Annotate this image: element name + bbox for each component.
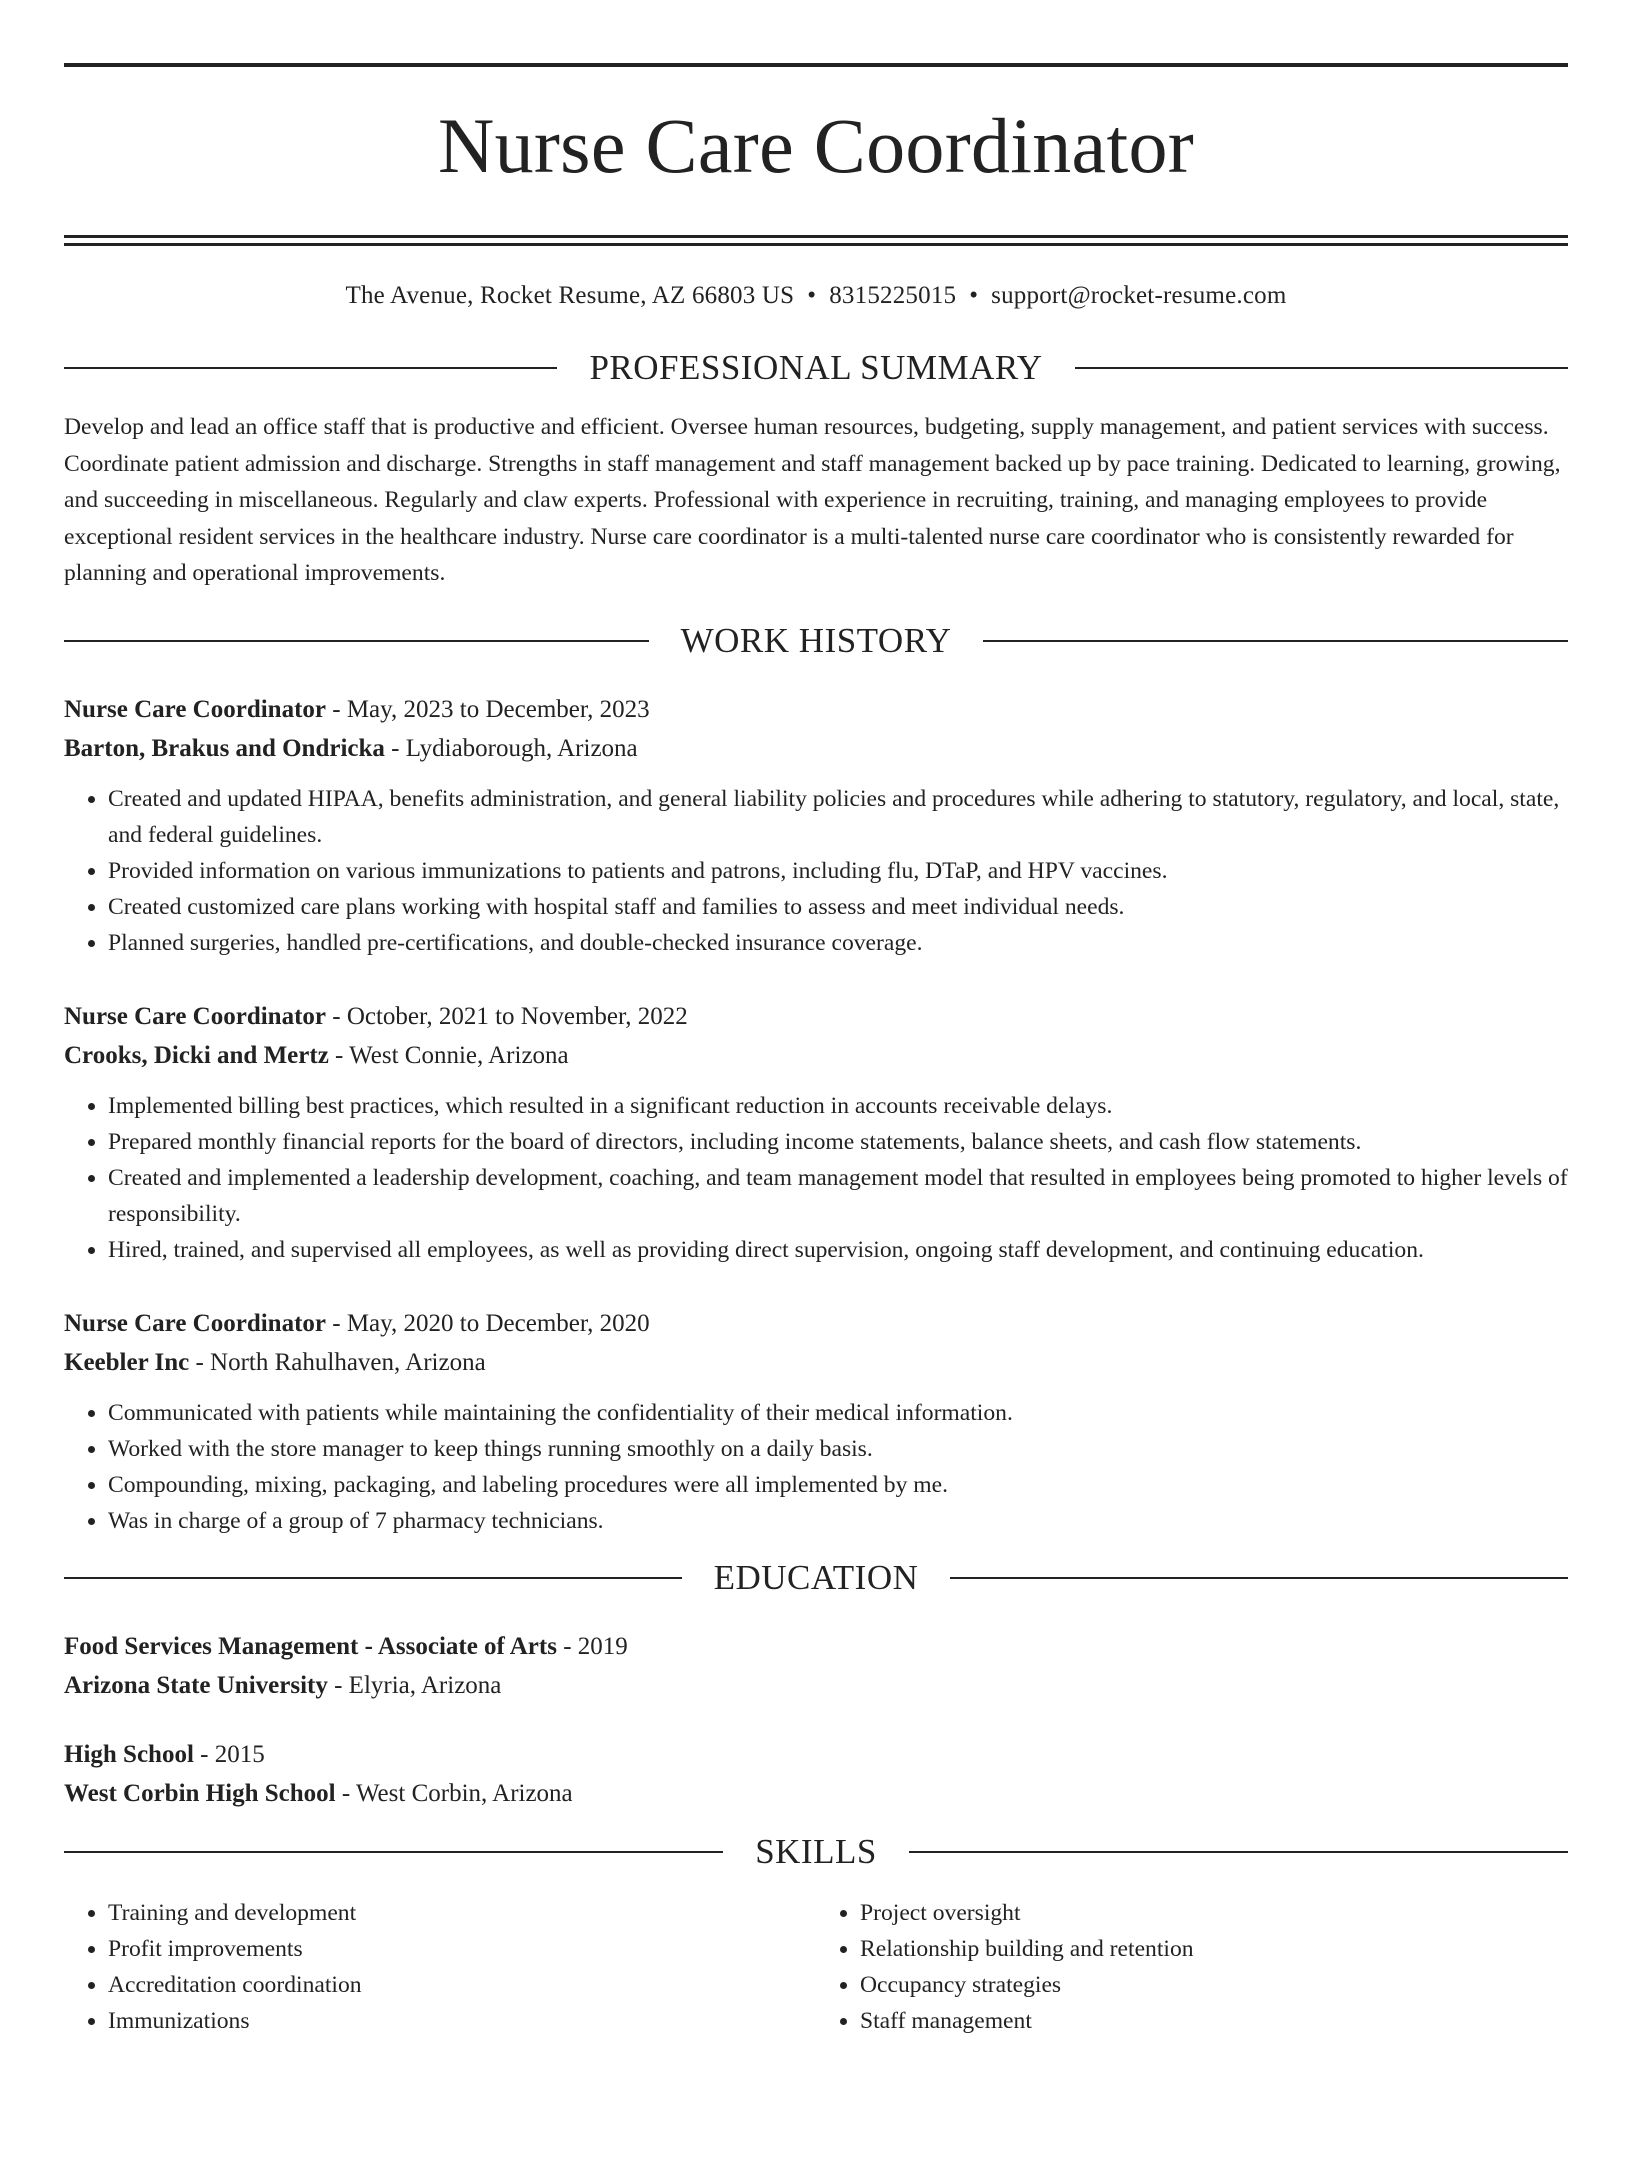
job-entry (64, 690, 1568, 961)
divider-line (950, 1577, 1568, 1579)
job-duty: • Created and implemented a leadership development, coaching, and team management model that resulted in employees being promoted to higher levels of responsibility. (108, 1160, 1568, 1232)
job-duty: • Was in charge of a group of 7 pharmacy technicians. (108, 1503, 1568, 1539)
education-year: - 2015 (193, 1740, 265, 1768)
job-company-line (64, 1343, 1568, 1382)
job-title-line (64, 1304, 1568, 1343)
skill-item: • Project oversight (860, 1895, 1568, 1931)
divider-line (64, 1577, 682, 1579)
job-title-line (64, 690, 1568, 729)
job-duty: • Created and updated HIPAA, benefits administration, and general liability policies and procedures while adhering to statutory, regulatory, and local, state, and federal guidelines. (108, 781, 1568, 853)
education-degree-line (64, 1627, 1568, 1666)
job-company: Keebler Inc (64, 1348, 190, 1376)
section-heading-skills (64, 1831, 1568, 1873)
skill-item: • Staff management (860, 2003, 1568, 2039)
skills-column-right (816, 1895, 1568, 2039)
job-entry (64, 997, 1568, 1268)
job-title: Nurse Care Coordinator (64, 695, 326, 723)
skill-item: • Occupancy strategies (860, 1967, 1568, 2003)
skills-column-left (64, 1895, 816, 2039)
skill-item: • Profit improvements (108, 1931, 816, 1967)
job-title: Nurse Care Coordinator (64, 1309, 326, 1337)
section-title: EDUCATION (713, 1557, 919, 1597)
contact-separator: • (969, 282, 979, 309)
skills-list (64, 1895, 816, 2039)
job-location: - North Rahulhaven, Arizona (189, 1348, 486, 1376)
skill-item: • Accreditation coordination (108, 1967, 816, 2003)
job-dates: - October, 2021 to November, 2022 (326, 1002, 688, 1030)
contact-line (64, 279, 1568, 313)
education-school: Arizona State University (64, 1671, 328, 1699)
job-duty: • Created customized care plans working with hospital staff and families to assess and meet individual needs. (108, 889, 1568, 925)
job-entry (64, 1304, 1568, 1539)
contact-email: support@rocket-resume.com (991, 282, 1287, 309)
education-location: - Elyria, Arizona (327, 1671, 502, 1699)
education-entry (64, 1735, 1568, 1813)
divider-line (983, 640, 1568, 642)
divider-line (64, 367, 557, 369)
job-title: Nurse Care Coordinator (64, 1002, 326, 1030)
summary-paragraph: Develop and lead an office staff that is productive and efficient. Oversee human resources, budgeting, supply management, and patient services with success. Coordinate patient admission and discharge. Strengths in staff management and staff management backed up by pace training. Dedicated to learning, growing, and succeeding in miscellaneous. Regularly and claw experts. Professional with experience in recruiting, training, and managing employees to provide exceptional resident services in the healthcare industry. Nurse care coordinator is a multi-talented nurse care coordinator who is consistently rewarded for planning and operational improvements. (64, 414, 1561, 586)
job-location: - West Connie, Arizona (328, 1041, 569, 1069)
job-company-line (64, 729, 1568, 768)
skill-item: • Immunizations (108, 2003, 816, 2039)
job-title-line (64, 997, 1568, 1036)
job-dates: - May, 2023 to December, 2023 (326, 695, 650, 723)
education-school-line (64, 1774, 1568, 1813)
education-degree: High School (64, 1740, 194, 1768)
section-heading-summary (64, 347, 1568, 389)
job-company: Barton, Brakus and Ondricka (64, 734, 385, 762)
resume-name: Nurse Care Coordinator (437, 102, 1195, 189)
skill-item: • Relationship building and retention (860, 1931, 1568, 1967)
divider-line (909, 1851, 1568, 1853)
job-duty: • Provided information on various immunizations to patients and patrons, including flu, DTaP, and HPV vaccines. (108, 853, 1568, 889)
job-duty: • Hired, trained, and supervised all employees, as well as providing direct supervision, ongoing staff development, and continuing education. (108, 1232, 1568, 1268)
resume-page (0, 63, 1632, 2175)
contact-phone: 8315225015 (829, 282, 957, 309)
job-company-line (64, 1036, 1568, 1075)
education-degree: Food Services Management - Associate of Arts (64, 1632, 557, 1660)
contact-separator: • (807, 282, 817, 309)
skills-columns (64, 1895, 1568, 2039)
job-duties-list (64, 781, 1568, 961)
education-school-line (64, 1666, 1568, 1705)
job-duty: • Planned surgeries, handled pre-certifications, and double-checked insurance coverage. (108, 925, 1568, 961)
job-duties-list (64, 1088, 1568, 1268)
job-location: - Lydiaborough, Arizona (384, 734, 638, 762)
contact-address: The Avenue, Rocket Resume, AZ 66803 US (345, 282, 795, 309)
top-rule (64, 63, 1568, 67)
job-duties-list (64, 1395, 1568, 1539)
education-school: West Corbin High School (64, 1779, 336, 1807)
job-duty: • Compounding, mixing, packaging, and labeling procedures were all implemented by me. (108, 1467, 1568, 1503)
section-heading-work-history (64, 620, 1568, 662)
education-location: - West Corbin, Arizona (335, 1779, 573, 1807)
job-dates: - May, 2020 to December, 2020 (326, 1309, 650, 1337)
divider-line (64, 640, 649, 642)
section-title: SKILLS (755, 1831, 877, 1871)
job-duty: • Worked with the store manager to keep things running smoothly on a daily basis. (108, 1431, 1568, 1467)
section-title: PROFESSIONAL SUMMARY (589, 348, 1043, 387)
double-rule (64, 235, 1568, 238)
job-duty: • Implemented billing best practices, which resulted in a significant reduction in accounts receivable delays. (108, 1088, 1568, 1124)
education-year: - 2019 (556, 1632, 628, 1660)
job-duty: • Communicated with patients while maintaining the confidentiality of their medical information. (108, 1395, 1568, 1431)
education-entry (64, 1627, 1568, 1705)
section-heading-education (64, 1557, 1568, 1599)
skills-list (816, 1895, 1568, 2039)
divider-line (64, 1851, 723, 1853)
skill-item: • Training and development (108, 1895, 816, 1931)
job-company: Crooks, Dicki and Mertz (64, 1041, 329, 1069)
section-title: WORK HISTORY (680, 620, 952, 660)
education-degree-line (64, 1735, 1568, 1774)
divider-line (1075, 367, 1568, 369)
job-duty: • Prepared monthly financial reports for the board of directors, including income statements, balance sheets, and cash flow statements. (108, 1124, 1568, 1160)
